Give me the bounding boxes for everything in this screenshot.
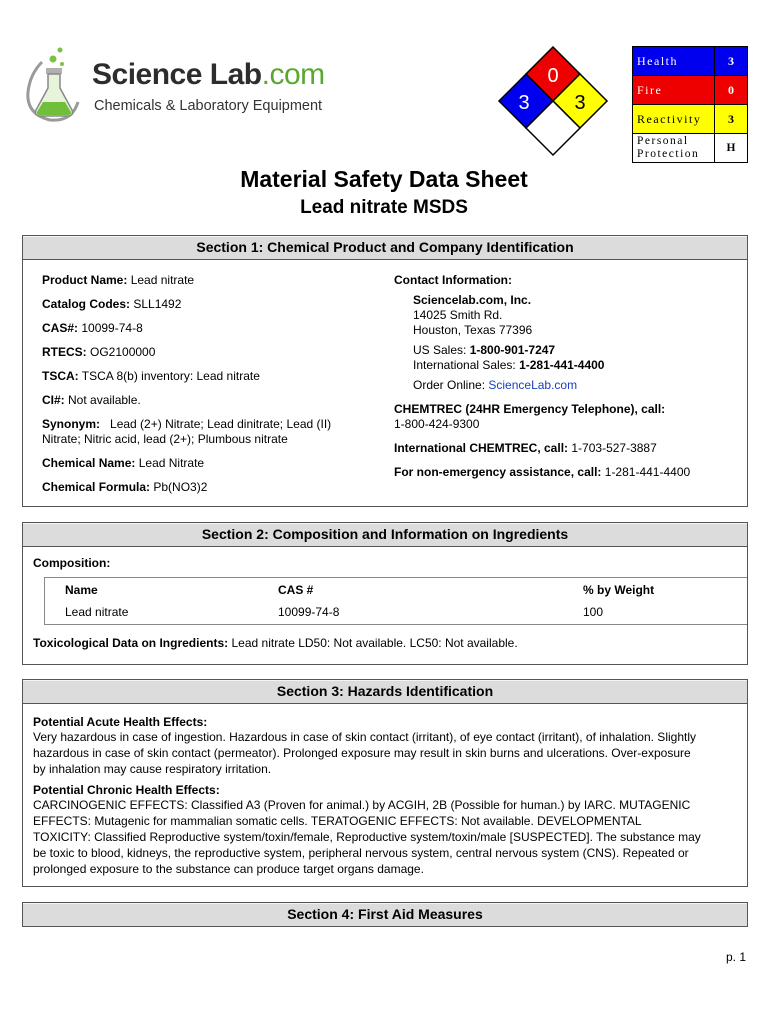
chronic-effects-label: Potential Chronic Health Effects: bbox=[33, 783, 220, 797]
contact-info-label: Contact Information: bbox=[394, 273, 512, 287]
ci-field: CI#: Not available. bbox=[42, 393, 141, 407]
section-4-heading: Section 4: First Aid Measures bbox=[22, 902, 748, 927]
col-header-cas: CAS # bbox=[278, 583, 314, 597]
chemical-name-field: Chemical Name: Lead Nitrate bbox=[42, 456, 205, 470]
catalog-codes-field: Catalog Codes: SLL1492 bbox=[42, 297, 182, 311]
col-header-name: Name bbox=[65, 583, 98, 597]
hmis-value: 0 bbox=[715, 76, 748, 105]
hmis-label: Personal Protection bbox=[633, 134, 715, 163]
address-line-1: 14025 Smith Rd. bbox=[413, 308, 503, 322]
order-online-field: Order Online: ScienceLab.com bbox=[413, 378, 578, 392]
hmis-rating-table bbox=[632, 46, 748, 163]
chemical-formula-field: Chemical Formula: Pb(NO3)2 bbox=[42, 480, 208, 494]
non-emergency-field: For non-emergency assistance, call: 1-281-441-4400 bbox=[394, 465, 691, 479]
hmis-label: Reactivity bbox=[633, 105, 715, 134]
chronic-effects-text: CARCINOGENIC EFFECTS: Classified A3 (Proven for animal.) by ACGIH, 2B (Possible for human.) by IARC. MUTAGENIC EFFECTS: Mutagenic for mammalian somatic cells. TERATOGENIC EFFECTS: Not available. DEVELOPMENTAL TOXICITY: Classified Reproductive system/toxin/female, Reproductive system/toxin/male [SUSPECTED]. The substance may be toxic to blood, kidneys, the reproductive system, peripheral nervous system, central nervous system (CNS). Repeated or prolonged exposure to the substance can produce target organs damage. bbox=[33, 798, 701, 876]
hmis-value: 3 bbox=[715, 105, 748, 134]
section-1-heading: Section 1: Chemical Product and Company Identification bbox=[22, 235, 748, 260]
document-title: Material Safety Data Sheet bbox=[240, 166, 528, 192]
hmis-label: Fire bbox=[633, 76, 715, 105]
nfpa-fire-value: 0 bbox=[547, 65, 559, 87]
intl-chemtrec-field: International CHEMTREC, call: 1-703-527-3887 bbox=[394, 441, 657, 455]
order-online-link[interactable]: ScienceLab.com bbox=[488, 378, 578, 392]
document-subtitle: Lead nitrate MSDS bbox=[300, 197, 468, 218]
hmis-reactivity-row bbox=[633, 105, 748, 134]
company-name: Sciencelab.com, Inc. bbox=[413, 293, 532, 307]
page-number: p. 1 bbox=[725, 950, 746, 964]
rtecs-field: RTECS: OG2100000 bbox=[42, 345, 156, 359]
acute-effects-text: Very hazardous in case of ingestion. Hazardous in case of skin contact (irritant), of eye contact (irritant), of inhalation. Slightly hazardous in case of skin contact (permeator). Prolonged exposure may result in skin burns and ulcerations. Over-exposure by inhalation may cause respiratory irritation. bbox=[33, 730, 696, 776]
product-name-field: Product Name: Lead nitrate bbox=[42, 273, 195, 287]
sciencelab-logo bbox=[20, 44, 325, 126]
synonym-field: Synonym: Lead (2+) Nitrate; Lead dinitrate; Lead (II) Nitrate; Nitric acid, lead (2+); Plumbous nitrate bbox=[42, 417, 332, 446]
section-3-heading: Section 3: Hazards Identification bbox=[22, 679, 748, 704]
table-cell: 100 bbox=[583, 605, 604, 619]
nfpa-health-value: 3 bbox=[518, 92, 530, 114]
chemtrec-field: CHEMTREC (24HR Emergency Telephone), call: 1-800-424-9300 bbox=[394, 402, 666, 431]
composition-label: Composition: bbox=[33, 556, 111, 570]
us-sales-field: US Sales: 1-800-901-7247 bbox=[413, 343, 556, 357]
flask-icon bbox=[20, 44, 90, 126]
logo-wordmark: Science Lab.com bbox=[92, 58, 325, 91]
col-header-weight: % by Weight bbox=[583, 583, 655, 597]
nfpa-reactivity-value: 3 bbox=[574, 92, 586, 114]
hmis-health-row bbox=[633, 47, 748, 76]
acute-effects-label: Potential Acute Health Effects: bbox=[33, 715, 208, 729]
section-2-heading: Section 2: Composition and Information on Ingredients bbox=[22, 522, 748, 547]
hmis-label: Health bbox=[633, 47, 715, 76]
intl-sales-field: International Sales: 1-281-441-4400 bbox=[413, 358, 605, 372]
cas-field: CAS#: 10099-74-8 bbox=[42, 321, 143, 335]
logo-tagline: Chemicals & Laboratory Equipment bbox=[94, 98, 323, 114]
hmis-protection-row bbox=[633, 134, 748, 163]
hmis-fire-row bbox=[633, 76, 748, 105]
hmis-value: 3 bbox=[715, 47, 748, 76]
hmis-value: H bbox=[715, 134, 748, 163]
toxicological-data: Toxicological Data on Ingredients: Lead nitrate LD50: Not available. LC50: Not available. bbox=[33, 636, 518, 650]
table-cell: Lead nitrate bbox=[65, 605, 129, 619]
tsca-field: TSCA: TSCA 8(b) inventory: Lead nitrate bbox=[42, 369, 260, 383]
nfpa-diamond bbox=[496, 46, 610, 160]
table-cell: 10099-74-8 bbox=[278, 605, 340, 619]
address-line-2: Houston, Texas 77396 bbox=[413, 323, 533, 337]
